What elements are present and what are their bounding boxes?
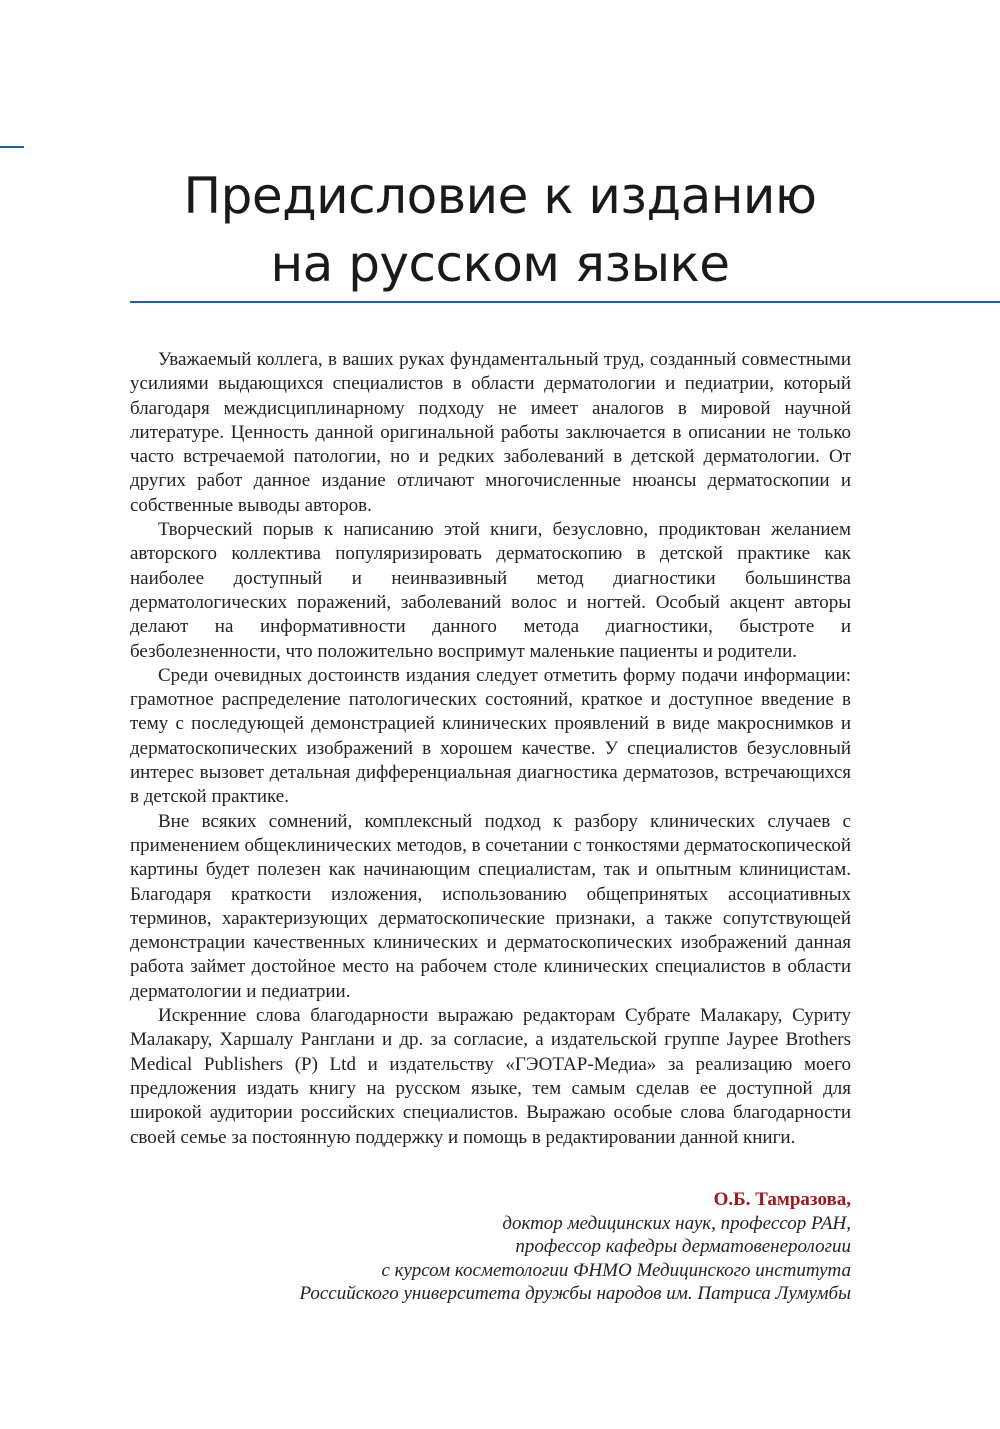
- author-name: О.Б. Тамразова,: [713, 1189, 851, 1210]
- paragraph-1: Уважаемый коллега, в ваших руках фундаментальный труд, созданный совместными усилиями выдающихся специалистов в области дерматологии и педиатрии, который благодаря междисциплинарному подходу не имеет аналогов в мировой научной литературе. Ценность данной оригинальной работы заключается в описании не только часто встречаемой патологии, но и редких заболеваний в детской дерматологии. От других работ данное издание отличают многочисленные нюансы дерматоскопии и собственные выводы авторов.: [130, 349, 851, 516]
- corner-marker: [0, 146, 24, 148]
- author-title-line-3: с курсом косметологии ФНМО Медицинского института: [381, 1259, 851, 1281]
- paragraph-4: Вне всяких сомнений, комплексный подход к разбору клинических случаев с применением общеклинических методов, в сочетании с тонкостями дерматоскопической картины будет полезен как начинающим специалистам, так и опытным клиницистам. Благодаря краткости изложения, использованию общепринятых ассоциативных терминов, характеризующих дерматоскопические признаки, а также сопутствующей демонстрации качественных клинических и дерматоскопических изображений данная работа займет достойное место на рабочем столе клинических специалистов в области дерматологии и педиатрии.: [130, 810, 851, 1002]
- paragraph-5: Искренние слова благодарности выражаю редакторам Субрате Малакару, Суриту Малакару, Харшалу Ранглани и др. за согласие, а издательской группе Jaypee Brothers Medical Publishers (P) Ltd и издательству «ГЭОТАР-Медиа» за реализацию моего предложения издать книгу на русском языке, тем самым сделав ее доступной для широкой аудитории российских специалистов. Выражаю особые слова благодарности своей семье за постоянную поддержку и помощь в редактировании данной книги.: [130, 1005, 851, 1148]
- paragraph-2: Творческий порыв к написанию этой книги, безусловно, продиктован желанием авторского коллектива популяризировать дерматоскопию в детской практике как наиболее доступный и неинвазивный метод диагностики большинства дерматологических поражений, заболеваний волос и ногтей. Особый акцент авторы делают на информативности данного метода диагностики, быстроте и безболезненности, что положительно воспримут маленькие пациенты и родители.: [130, 519, 851, 662]
- author-title-line-1: доктор медицинских наук, профессор РАН,: [502, 1212, 851, 1234]
- author-signature: [299, 1188, 851, 1306]
- title-divider: [130, 301, 1000, 303]
- page-title: [0, 162, 1000, 298]
- author-title-line-4: Российского университета дружбы народов им. Патриса Лумумбы: [299, 1283, 851, 1304]
- preface-body: [130, 348, 851, 1150]
- page-title-line-1: Предисловие к изданию: [183, 167, 817, 225]
- page-title-line-2: на русском языке: [270, 235, 730, 293]
- paragraph-3: Среди очевидных достоинств издания следует отметить форму подачи информации: грамотное распределение патологических состояний, краткое и доступное введение в тему с последующей демонстрацией клинических проявлений в виде макроснимков и дерматоскопических изображений в хорошем качестве. У специалистов безусловный интерес вызовет детальная дифференциальная диагностика дерматозов, встречающихся в детской практике.: [130, 664, 851, 808]
- author-title-line-2: профессор кафедры дерматовенерологии: [515, 1236, 851, 1257]
